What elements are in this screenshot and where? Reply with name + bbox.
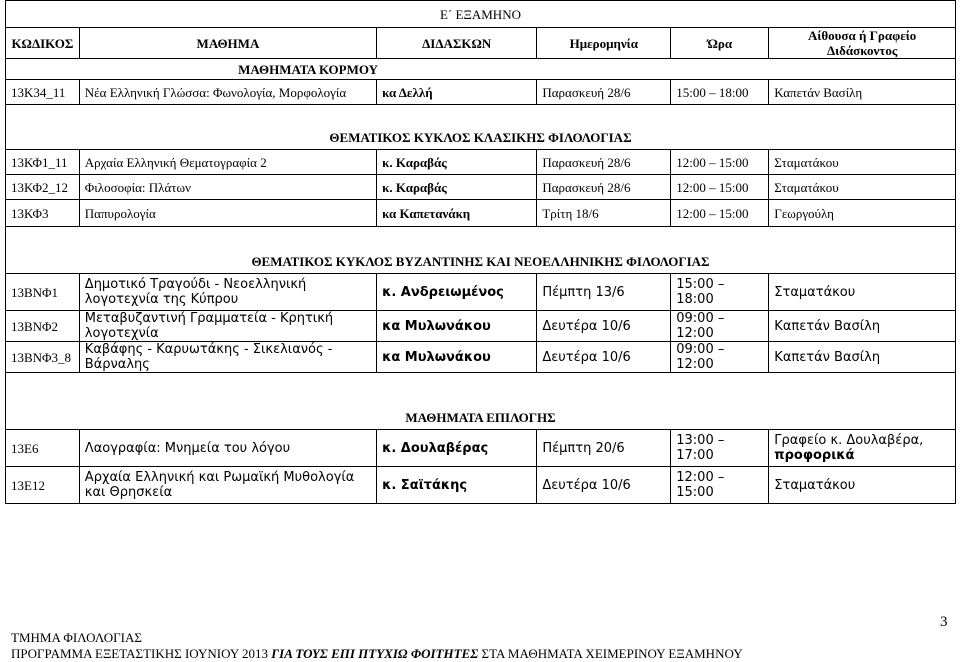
cell-course: Καβάφης - Καρυωτάκης - Σικελιανός - Βάρναλης [79,342,376,373]
room-line2: προφορικά [774,448,855,463]
cell-time: 12:00 – 15:00 [671,467,769,504]
cell-date: Δευτέρα 10/6 [537,311,671,342]
cell-teacher: κ. Σαϊτάκης [377,467,537,504]
cell-room: Σταματάκου [769,150,956,175]
cell-course: Αρχαία Ελληνική Θεματογραφία 2 [79,150,376,175]
cell-teacher: κ. Καραβάς [377,150,537,175]
section-byzantine: ΘΕΜΑΤΙΚΟΣ ΚΥΚΛΟΣ ΒΥΖΑΝΤΙΝΗΣ ΚΑΙ ΝΕΟΕΛΛΗΝΙΚΗΣ ΦΙΛΟΛΟΓΙΑΣ [6,227,956,274]
cell-room: Καπετάν Βασίλη [769,342,956,373]
cell-date: Παρασκευή 28/6 [537,150,671,175]
cell-code: 13ΒΝΦ1 [6,274,80,311]
table-row [6,467,956,504]
header-teacher: ΔΙΔΑΣΚΩΝ [377,28,537,59]
cell-code: 13ΚΦ2_12 [6,175,80,200]
cell-room [769,430,956,467]
cell-code: 13ΚΦ3 [6,200,80,227]
header-code: ΚΩΔΙΚΟΣ [6,28,80,59]
cell-date: Παρασκευή 28/6 [537,175,671,200]
table-row [6,80,956,105]
cell-room: Καπετάν Βασίλη [769,311,956,342]
footer-program-c: ΣΤΑ ΜΑΘΗΜΑΤΑ ΧΕΙΜΕΡΙΝΟΥ ΕΞΑΜΗΝΟΥ [478,646,743,661]
cell-course: Νέα Ελληνική Γλώσσα: Φωνολογία, Μορφολογία [79,80,376,105]
cell-date: Δευτέρα 10/6 [537,342,671,373]
table-row [6,311,956,342]
cell-time: 12:00 – 15:00 [671,175,769,200]
cell-course: Λαογραφία: Μνημεία του λόγου [79,430,376,467]
cell-teacher: κ. Καραβάς [377,175,537,200]
cell-course: Δημοτικό Τραγούδι - Νεοελληνική λογοτεχνία της Κύπρου [79,274,376,311]
header-row [6,28,956,59]
cell-room: Σταματάκου [769,274,956,311]
cell-teacher: κ. Δουλαβέρας [377,430,537,467]
section-elective: ΜΑΘΗΜΑΤΑ ΕΠΙΛΟΓΗΣ [6,373,956,430]
cell-time: 13:00 – 17:00 [671,430,769,467]
header-course: ΜΑΘΗΜΑ [79,28,376,59]
cell-date: Πέμπτη 13/6 [537,274,671,311]
footer-program [11,646,743,662]
table-row [6,150,956,175]
footer-program-a: ΠΡΟΓΡΑΜΜΑ ΕΞΕΤΑΣΤΙΚΗΣ ΙΟΥΝΙΟΥ 2013 [11,646,272,661]
cell-course: Αρχαία Ελληνική και Ρωμαϊκή Μυθολογία και Θρησκεία [79,467,376,504]
cell-course: Φιλοσοφία: Πλάτων [79,175,376,200]
cell-code: 13Κ34_11 [6,80,80,105]
cell-time: 15:00 – 18:00 [671,80,769,105]
footer [11,630,743,662]
cell-code: 13ΚΦ1_11 [6,150,80,175]
header-time: Ώρα [671,28,769,59]
cell-course: Μεταβυζαντινή Γραμματεία - Κρητική λογοτεχνία [79,311,376,342]
footer-program-b: ΓΙΑ ΤΟΥΣ ΕΠΙ ΠΤΥΧΙΩ ΦΟΙΤΗΤΕΣ [271,646,479,661]
table-row [6,200,956,227]
cell-time: 15:00 – 18:00 [671,274,769,311]
cell-room: Σταματάκου [769,175,956,200]
cell-time: 12:00 – 15:00 [671,150,769,175]
table-row [6,430,956,467]
table-row [6,274,956,311]
section-core: ΜΑΘΗΜΑΤΑ ΚΟΡΜΟΥ [79,59,537,80]
section-classical: ΘΕΜΑΤΙΚΟΣ ΚΥΚΛΟΣ ΚΛΑΣΙΚΗΣ ΦΙΛΟΛΟΓΙΑΣ [6,105,956,150]
cell-course: Παπυρολογία [79,200,376,227]
cell-date: Δευτέρα 10/6 [537,467,671,504]
cell-time: 09:00 – 12:00 [671,342,769,373]
header-room: Αίθουσα ή Γραφείο Διδάσκοντος [769,28,956,59]
cell-room: Καπετάν Βασίλη [769,80,956,105]
table-title: Ε΄ ΕΞΑΜΗΝΟ [6,1,956,28]
cell-room: Γεωργούλη [769,200,956,227]
cell-room: Σταματάκου [769,467,956,504]
cell-code: 13ΒΝΦ3_8 [6,342,80,373]
cell-code: 13Ε12 [6,467,80,504]
cell-code: 13ΒΝΦ2 [6,311,80,342]
cell-date: Παρασκευή 28/6 [537,80,671,105]
table-row [6,175,956,200]
cell-time: 09:00 – 12:00 [671,311,769,342]
cell-code: 13Ε6 [6,430,80,467]
cell-teacher: κα Καπετανάκη [377,200,537,227]
cell-teacher: κα Μυλωνάκου [377,342,537,373]
cell-teacher: κα Δελλή [377,80,537,105]
room-line1: Γραφείο κ. Δουλαβέρα, [774,433,924,448]
table-row [6,342,956,373]
footer-department: ΤΜΗΜΑ ΦΙΛΟΛΟΓΙΑΣ [11,630,142,645]
cell-date: Τρίτη 18/6 [537,200,671,227]
cell-time: 12:00 – 15:00 [671,200,769,227]
cell-teacher: κα Μυλωνάκου [377,311,537,342]
page-number: 3 [940,614,948,630]
exam-schedule-table [5,0,956,504]
cell-date: Πέμπτη 20/6 [537,430,671,467]
cell-teacher: κ. Ανδρειωμένος [377,274,537,311]
header-date: Ημερομηνία [537,28,671,59]
